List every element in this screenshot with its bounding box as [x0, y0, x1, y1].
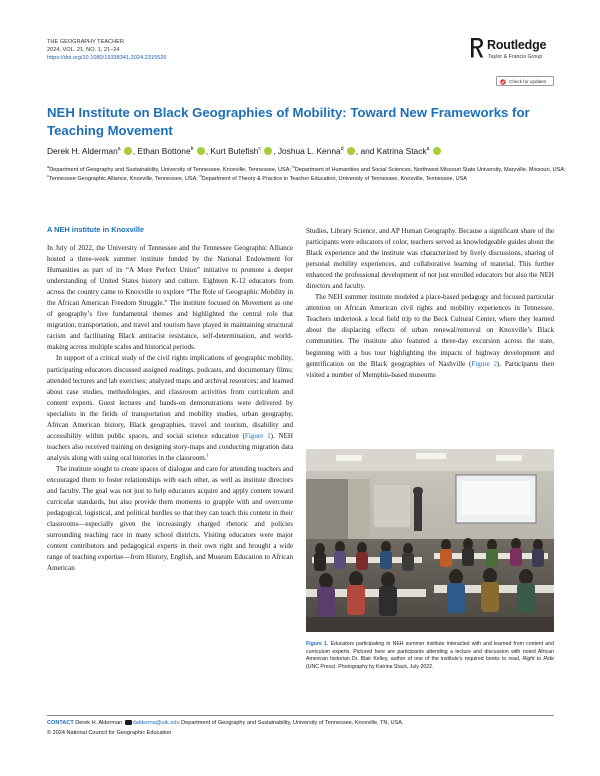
affiliation-text: Department of Geography and Sustainability, University of Tennessee, Knoxville, Tennessee, USA; [49, 167, 293, 173]
affiliations [47, 166, 567, 184]
orcid-icon[interactable] [124, 147, 132, 155]
figure-label: Figure 1. [306, 641, 329, 647]
body-paragraph [306, 292, 554, 380]
section-heading: A NEH institute in Knoxville [47, 225, 145, 234]
author-name: Derek H. Alderman [47, 146, 118, 156]
author-affiliation-mark: a [117, 146, 121, 153]
check-updates-label: Check for updates [509, 79, 547, 84]
orcid-icon[interactable] [433, 147, 441, 155]
orcid-icon[interactable] [264, 147, 272, 155]
author-affiliation-mark: a [426, 146, 430, 153]
author-affiliation-mark: d [340, 146, 344, 153]
endnote-marker[interactable]: 1 [206, 452, 209, 458]
publisher-group: Taylor & Francis Group [488, 54, 543, 60]
body-paragraph [47, 243, 293, 353]
figure-reference-link[interactable]: Figure 1 [244, 431, 271, 440]
affiliation-text: Department of Humanities and Social Sciences, Northwest Missouri State University, Maryville, Missouri, USA; [294, 167, 566, 173]
author-affiliation-mark: c [258, 146, 261, 153]
body-paragraph [306, 226, 554, 292]
copyright-notice: © 2024 National Council for Geographic Education [47, 730, 172, 736]
orcid-icon[interactable] [197, 147, 205, 155]
publisher-logo [470, 37, 560, 67]
body-column-left [47, 243, 293, 574]
paragraph-text: The institute sought to create spaces of dialogue and care for attending teachers and encouraged them to foster relationships with each other, as well as institute directors and faculty. The goal was not just to help educators acquire and apply content toward curricular standards, but also provide them moments to grapple with and overcome pedagogical, logistical, and political hurdles so that they can teach this content in their classrooms—especially given the increasingly charged rhetoric and policies surrounding teaching race in many school districts. Visiting educators were major content contributors and pedagogical experts in their own right and brought a wide range of teaching expertise—from History, English, and Museum Education to African American [47, 464, 293, 573]
orcid-icon[interactable] [347, 147, 355, 155]
caption-text: (UNC Press). Photography by Katrina Stack, July 2022. [306, 663, 434, 670]
paragraph-text: In support of a critical study of the civil rights implications of geographic mobility, participating educators discussed assigned readings, podcasts, and documentary films; attended lectures and lab exercises; analyzed maps and archival resources; and learned about case studies, methodologies, and classroom activities from curriculum and content experts. Guest lectures and hands-on demonstrations were delivered by specialists in the fields of transportation and mobility studies, urban geography, African American history, Black geographies, travel and tourism, disability and accessibility within public spaces, and social science education ( [47, 354, 293, 440]
body-paragraph [47, 353, 293, 463]
routledge-r-logo-icon [470, 37, 484, 59]
caption-text: Educators participating in NEH summer institute interacted with and learned from content and curriculum experts. Pictured here are participants attending a lecture and discussion with noted African American historian Dr. Blair Kelley, author of one of the institute’s required books to read, [306, 641, 554, 663]
author-separator: , and [355, 146, 377, 156]
author-name: Katrina Stack [376, 146, 427, 156]
figure-1-caption [306, 641, 554, 671]
affiliation-text: Tennessee Geographic Alliance, Knoxville, Tennessee, USA; [49, 176, 200, 182]
contact-line [47, 719, 567, 727]
journal-name: THE GEOGRAPHY TEACHER [47, 39, 124, 45]
doi-link[interactable]: https://doi.org/10.1080/19338341.2024.2315526 [47, 55, 167, 61]
affiliation-text: Department of Theory & Practice in Teacher Education, University of Tennessee, Knoxville, Tennessee, USA [201, 176, 467, 182]
contact-affiliation: Department of Geography and Sustainability, University of Tennessee, Knoxville, TN, USA. [181, 720, 404, 726]
affiliation-mark: a [47, 164, 50, 170]
author-affiliation-mark: b [190, 146, 194, 153]
paragraph-text: ). NEH teachers also received training on designing story-maps and conducting migration data analysis along with using oral histories in the classroom. [47, 431, 293, 462]
figure-1-photo [306, 449, 554, 632]
figure-reference-link[interactable]: Figure 2 [471, 359, 498, 368]
article-title: NEH Institute on Black Geographies of Mobility: Toward New Frameworks for Teaching Movement [47, 105, 530, 138]
contact-label: CONTACT [47, 720, 74, 726]
paragraph-text: In July of 2022, the University of Tennessee and the Tennessee Geographic Alliance hosted a three-week summer institute funded by the National Endowment for Humanities as part of its “A More Perfect Union” initiative to promote a deeper understanding of United States history and culture. Eighteen K-12 educators from across the country came to Knoxville to explore “The Role of Geographic Mobility in the African American Freedom Struggle.” The institute focused on Movement as one of geography’s five fundamental themes and highlighted the central role that migration, transportation, and travel and tourism have played in maintaining structural racism and facilitating Black antiracist resistance, self-determination, and world-making across multiple scales and historical periods. [47, 244, 293, 352]
check-updates-icon [500, 79, 506, 85]
contact-name: Derek H. Alderman [75, 720, 123, 726]
paragraph-text: The NEH summer institute modeled a place-based pedagogy and focused particular attention on African American civil rights and mobility experiences in Tennessee. Teachers undertook a local field trip to the Beck Cultural Center, where they learned about the displacing effects of urban renewal/removal on Knoxville’s Black communities. The institute also featured a three-day excursion across the state, beginning with a bus tour highlighting the impacts of highway development and gentrification on the Black geographies of Nashville ( [306, 293, 554, 368]
author-separator: , [205, 146, 211, 156]
body-column-right [306, 226, 554, 381]
paragraph-text: Studies, Library Science, and AP Human Geography. Because a significant share of the participants were educators of color, teachers served as knowledgeable guides about the Black experience and the institute was characterized by lively discussions, sharing of personal mobility experiences, and collaborative learning of material. This further enhanced the professional development of not just enrolled educators but also the NEH directors and faculty. [306, 227, 554, 291]
affiliation-mark: c [47, 173, 49, 179]
affiliation-mark: d [199, 173, 202, 179]
author-separator: , [132, 146, 138, 156]
author-name: Kurt Butefish [210, 146, 259, 156]
paragraph-text: ). Participants then visited a number of Memphis-based museums [306, 359, 555, 379]
publisher-name: Routledge [487, 38, 547, 52]
affiliation-mark: b [292, 164, 295, 170]
author-list [47, 145, 567, 157]
footer-rule [47, 715, 554, 716]
journal-meta [47, 38, 166, 62]
journal-volume: 2024, VOL. 21, NO. 1, 21–24 [47, 47, 120, 53]
body-paragraph [47, 464, 293, 574]
author-name: Joshua L. Kenna [277, 146, 341, 156]
author-separator: , [273, 146, 278, 156]
email-icon [125, 720, 132, 725]
contact-email-link[interactable]: dalderma@utk.edu [132, 720, 180, 726]
caption-book-title: Right to Ride [522, 656, 554, 663]
check-for-updates-button[interactable] [496, 76, 554, 86]
author-name: Ethan Bottone [137, 146, 191, 156]
